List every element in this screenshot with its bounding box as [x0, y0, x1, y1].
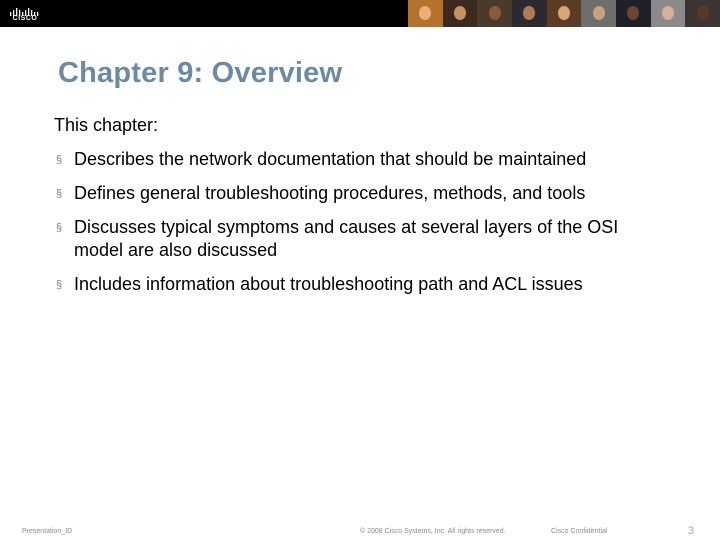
- bullet-item: [56, 148, 676, 171]
- bullet-text: Discusses typical symptoms and causes at several layers of the OSI model are also discussed: [74, 217, 619, 260]
- bullet-marker-icon: §: [56, 279, 63, 291]
- portrait-face: [558, 6, 570, 20]
- portrait-face: [454, 6, 466, 20]
- banner-photo-strip: [408, 0, 720, 27]
- bullet-text: Describes the network documentation that should be maintained: [74, 149, 587, 169]
- banner-portrait-photo: [408, 0, 443, 27]
- footer-confidential: Cisco Confidential: [551, 528, 608, 535]
- portrait-face: [662, 6, 674, 20]
- bullet-marker-icon: §: [56, 222, 63, 234]
- bullet-text: Includes information about troubleshooting path and ACL issues: [74, 274, 583, 294]
- banner-portrait-photo: [685, 0, 720, 27]
- bullet-item: [56, 273, 676, 296]
- banner-portrait-photo: [616, 0, 651, 27]
- banner-portrait-photo: [581, 0, 616, 27]
- bullet-text: Defines general troubleshooting procedures, methods, and tools: [74, 183, 586, 203]
- banner-portrait-photo: [547, 0, 582, 27]
- logo-wordmark: CISCO: [12, 15, 38, 22]
- bullet-marker-icon: §: [56, 154, 63, 166]
- portrait-face: [489, 6, 501, 20]
- banner-portrait-photo: [651, 0, 686, 27]
- banner-portrait-photo: [477, 0, 512, 27]
- banner-portrait-photo: [443, 0, 478, 27]
- top-banner: [0, 0, 720, 27]
- bullet-marker-icon: §: [56, 188, 63, 200]
- portrait-face: [627, 6, 639, 20]
- bullet-list: [56, 148, 676, 296]
- footer-presentation-id: Presentation_ID: [22, 528, 73, 535]
- intro-text: This chapter:: [54, 115, 159, 135]
- portrait-face: [593, 6, 605, 20]
- portrait-face: [523, 6, 535, 20]
- banner-portrait-photo: [512, 0, 547, 27]
- cisco-logo: [9, 4, 41, 23]
- portrait-face: [697, 6, 709, 20]
- footer-copyright: © 2008 Cisco Systems, Inc. All rights reserved.: [360, 528, 506, 535]
- bullet-item: [56, 182, 676, 205]
- page-number: 3: [688, 525, 695, 537]
- slide-title: Chapter 9: Overview: [58, 57, 343, 89]
- bullet-item: [56, 216, 676, 262]
- portrait-face: [419, 6, 431, 20]
